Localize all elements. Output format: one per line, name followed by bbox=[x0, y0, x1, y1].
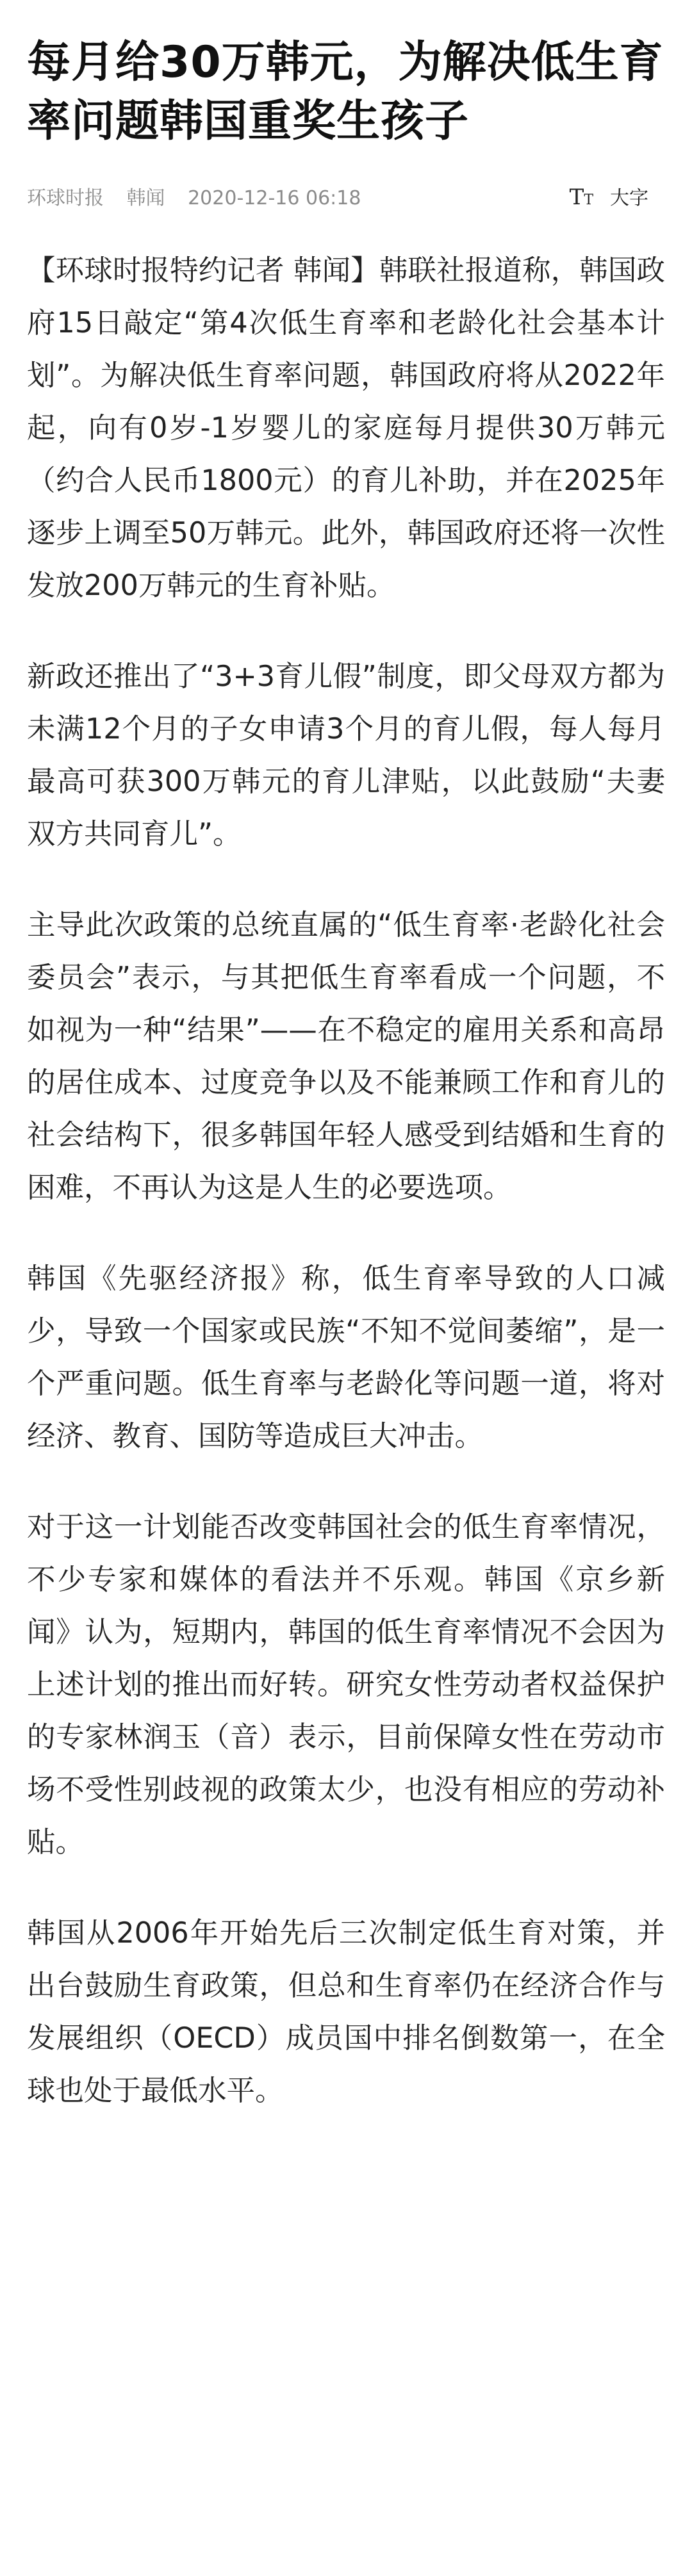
paragraph-3: 主导此次政策的总统直属的“低生育率·老龄化社会委员会”表示，与其把低生育率看成一个问题，不如视为一种“结果”——在不稳定的雇用关系和高昂的居住成本、过度竞争以及不能兼顾工作和育儿的社会结构下，很多韩国年轻人感受到结婚和生育的困难，不再认为这是人生的必要选项。 bbox=[27, 909, 665, 1204]
source-label[interactable]: 环球时报 bbox=[27, 187, 104, 209]
paragraph-5: 对于这一计划能否改变韩国社会的低生育率情况，不少专家和媒体的看法并不乐观。韩国《京乡新闻》认为，短期内，韩国的低生育率情况不会因为上述计划的推出而好转。研究女性劳动者权益保护的专家林润玉（音）表示，目前保障女性在劳动市场不受性别歧视的政策太少，也没有相应的劳动补贴。 bbox=[27, 1511, 665, 1859]
article-title: 每月给30万韩元，为解决低生育率问题韩国重奖生孩子 bbox=[27, 37, 664, 147]
paragraph-4: 韩国《先驱经济报》称，低生育率导致的人口减少，导致一个国家或民族“不知不觉间萎缩”，是一个严重问题。低生育率与老龄化等问题一道，将对经济、教育、国防等造成巨大冲击。 bbox=[27, 1262, 665, 1453]
font-size-label: 大字 bbox=[610, 187, 648, 209]
article-body bbox=[27, 245, 665, 2117]
paragraph-6: 韩国从2006年开始先后三次制定低生育对策，并出台鼓励生育政策，但总和生育率仍在经济合作与发展组织（OECD）成员国中排名倒数第一，在全球也处于最低水平。 bbox=[27, 1917, 665, 2107]
font-size-toggle-button[interactable] bbox=[570, 186, 665, 211]
article-meta bbox=[27, 186, 665, 211]
text-size-icon: TT bbox=[569, 184, 593, 210]
category-label: 韩闻 bbox=[126, 187, 165, 209]
paragraph-1: 【环球时报特约记者 韩闻】韩联社报道称，韩国政府15日敲定“第4次低生育率和老龄化社会基本计划”。为解决低生育率问题，韩国政府将从2022年起，向有0岁-1岁婴儿的家庭每月提供30万韩元（约合人民币1800元）的育儿补助，并在2025年逐步上调至50万韩元。此外，韩国政府还将一次性发放200万韩元的生育补贴。 bbox=[27, 254, 665, 602]
paragraph-2: 新政还推出了“3+3育儿假”制度，即父母双方都为未满12个月的子女申请3个月的育儿假，每人每月最高可获300万韩元的育儿津贴，以此鼓励“夫妻双方共同育儿”。 bbox=[27, 660, 665, 851]
publish-time: 2020-12-16 06:18 bbox=[188, 187, 361, 209]
